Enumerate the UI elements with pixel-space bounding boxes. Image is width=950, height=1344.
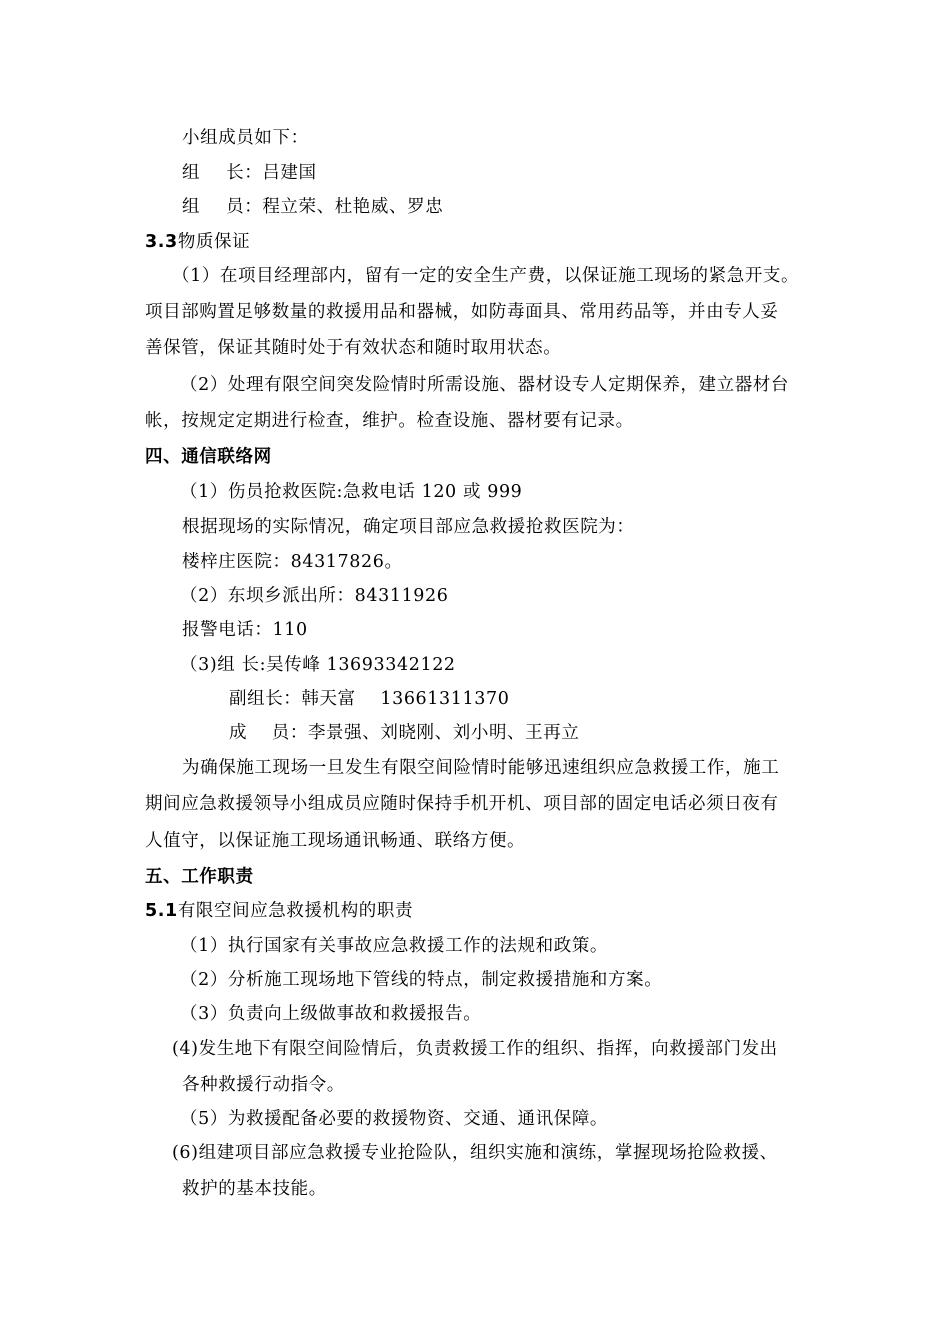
comm-leader: （3)组 长:吴传峰 13693342122 [180, 655, 456, 675]
comm-alarm-phone: 报警电话：110 [182, 620, 308, 640]
section-5-1-number: 5.1 [145, 901, 178, 921]
section-4-heading: 四、通信联络网 [145, 447, 272, 467]
section-3-3-number: 3.3 [145, 232, 178, 252]
duty-2: （2）分析施工现场地下管线的特点，制定救援措施和方案。 [180, 970, 663, 990]
group-leader-label-end: 长： [226, 163, 263, 183]
comm-members: 成 员：李景强、刘晓刚、刘小明、王再立 [229, 723, 580, 743]
paragraph-1-line-2: 项目部购置足够数量的救援用品和器械，如防毒面具、常用药品等，并由专人妥 [145, 302, 779, 322]
group-members-label-end: 员： [226, 197, 263, 217]
paragraph-3-line-1: 为确保施工现场一旦发生有限空间险情时能够迅速组织应急救援工作，施工 [182, 758, 780, 778]
paragraph-2-line-2: 帐，按规定定期进行检查，维护。检查设施、器材要有记录。 [145, 411, 634, 431]
duty-1: （1）执行国家有关事故应急救援工作的法规和政策。 [180, 936, 609, 956]
paragraph-1-line-1: （1）在项目经理部内，留有一定的安全生产费，以保证施工现场的紧急开支。 [172, 266, 800, 286]
duty-5: （5）为救援配备必要的救援物资、交通、通讯保障。 [180, 1109, 609, 1129]
group-members-names: 程立荣、杜艳威、罗忠 [262, 197, 444, 217]
duty-4-line-2: 各种救援行动指令。 [182, 1075, 345, 1095]
comm-police-station: （2）东坝乡派出所：84311926 [180, 586, 449, 606]
comm-hospital-line: （1）伤员抢救医院:急救电话 120 或 999 [180, 482, 523, 502]
paragraph-2-line-1: （2）处理有限空间突发险情时所需设施、器材设专人定期保养，建立器材台 [180, 375, 790, 395]
comm-hospital-note: 根据现场的实际情况，确定项目部应急救援抢救医院为： [182, 517, 635, 537]
section-3-3-heading [145, 231, 250, 253]
group-members-line [182, 196, 443, 218]
group-leader-line [182, 162, 317, 184]
comm-deputy-leader: 副组长：韩天富 13661311370 [229, 689, 510, 709]
group-leader-name: 吕建国 [262, 163, 317, 183]
section-5-heading: 五、工作职责 [145, 867, 254, 887]
paragraph-1-line-3: 善保管，保证其随时处于有效状态和随时取用状态。 [145, 338, 562, 358]
group-members-label: 组 [182, 197, 201, 217]
section-5-1-title: 有限空间应急救援机构的职责 [177, 901, 414, 921]
duty-3: （3）负责向上级做事故和救援报告。 [180, 1004, 482, 1024]
section-5-1-heading [145, 900, 413, 922]
paragraph-3-line-2: 期间应急救援领导小组成员应随时保持手机开机、项目部的固定电话必须日夜有 [145, 794, 779, 814]
duty-4-line-1: (4)发生地下有限空间险情后，负责救援工作的组织、指挥，向救援部门发出 [172, 1039, 778, 1059]
duty-6-line-2: 救护的基本技能。 [182, 1179, 327, 1199]
group-intro: 小组成员如下： [182, 128, 309, 148]
group-leader-label: 组 [182, 163, 201, 183]
section-3-3-title: 物质保证 [177, 232, 251, 252]
paragraph-3-line-3: 人值守，以保证施工现场通讯畅通、联络方便。 [145, 831, 526, 851]
comm-hospital-phone: 楼梓庄医院：84317826。 [182, 552, 403, 572]
duty-6-line-1: (6)组建项目部应急救援专业抢险队，组织实施和演练，掌握现场抢险救援、 [172, 1143, 778, 1163]
